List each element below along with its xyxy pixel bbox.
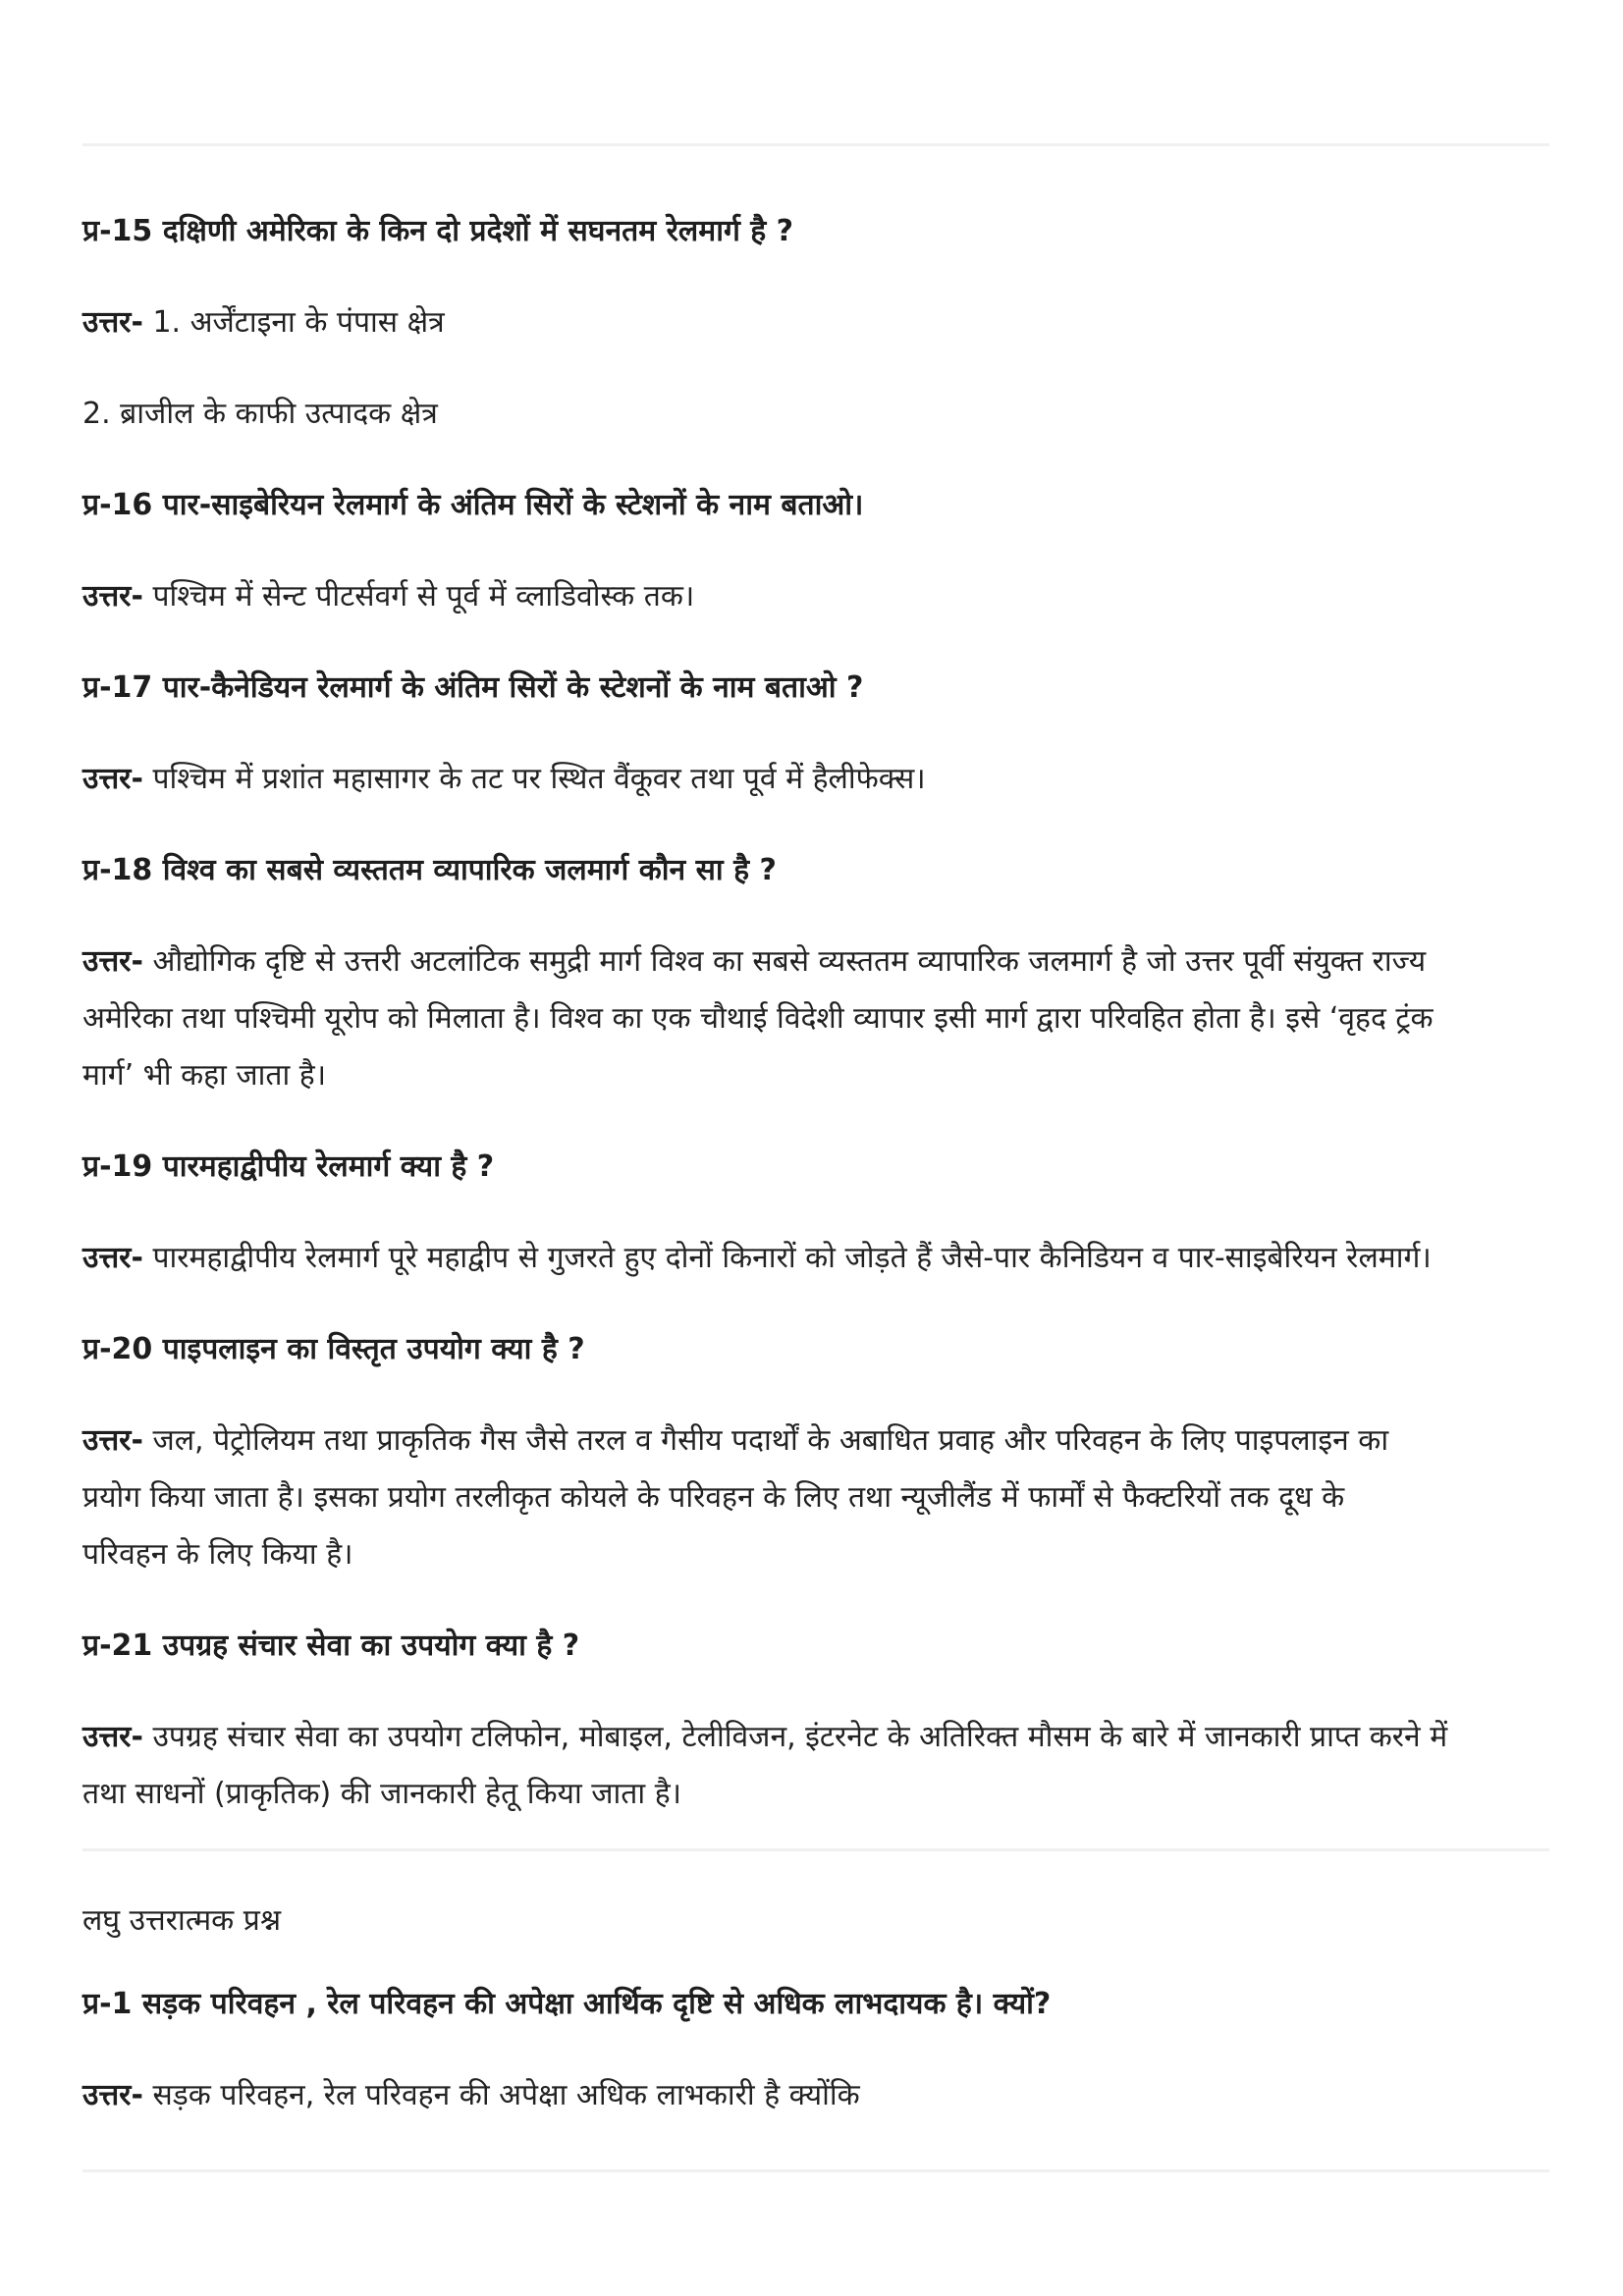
answer-15-line-2: 2. ब्राजील के काफी उत्पादक क्षेत्र	[82, 397, 438, 431]
answer-text: पारमहाद्वीपीय रेलमार्ग पूरे महाद्वीप से गुजरते हुए दोनों किनारों को जोड़ते हैं जैसे-पार कैनिडियन व पार-साइबेरियन रेलमार्ग।	[142, 1241, 1432, 1275]
answer-label: उत्तर-	[82, 944, 143, 979]
answer-label: उत्तर-	[82, 305, 143, 340]
answer-18-line-3: मार्ग’ भी कहा जाता है।	[82, 1058, 327, 1093]
answer-19	[82, 1230, 1549, 1287]
answer-text: पश्चिम में सेन्ट पीटर्सवर्ग से पूर्व में व्लाडिवोस्क तक।	[142, 579, 695, 614]
short-question-1: प्र-1 सड़क परिवहन , रेल परिवहन की अपेक्षा आर्थिक दृष्टि से अधिक लाभदायक है। क्यों?	[82, 1987, 1052, 2021]
answer-label: उत्तर-	[82, 579, 143, 614]
section-heading: लघु उत्तरात्मक प्रश्न	[82, 1903, 282, 1938]
question-18: प्र-18 विश्व का सबसे व्यस्ततम व्यापारिक जलमार्ग कौन सा है ?	[82, 853, 777, 887]
answer-18-line-2: अमेरिका तथा पश्चिमी यूरोप को मिलाता है। विश्व का एक चौथाई विदेशी व्यापार इसी मार्ग द्वारा परिवहित होता है। इसे ‘वृहद ट्रंक	[82, 1001, 1434, 1036]
answer-label: उत्तर-	[82, 762, 143, 796]
answer-20-line-1	[82, 1413, 1549, 1469]
question-17: प्र-17 पार-कैनेडियन रेलमार्ग के अंतिम सिरों के स्टेशनों के नाम बताओ ?	[82, 670, 864, 705]
answer-21-line-1	[82, 1709, 1549, 1766]
answer-label: उत्तर-	[82, 1423, 143, 1458]
question-15: प्र-15 दक्षिणी अमेरिका के किन दो प्रदेशों में सघनतम रेलमार्ग है ?	[82, 214, 794, 248]
question-16: प्र-16 पार-साइबेरियन रेलमार्ग के अंतिम सिरों के स्टेशनों के नाम बताओ।	[82, 488, 864, 522]
answer-20-line-3: परिवहन के लिए किया है।	[82, 1537, 353, 1572]
answer-18-line-1	[82, 934, 1549, 990]
short-answer-1	[82, 2067, 1549, 2124]
answer-20-line-2: प्रयोग किया जाता है। इसका प्रयोग तरलीकृत कोयले के परिवहन के लिए तथा न्यूजीलैंड में फार्मों से फैक्टरियों तक दूध के	[82, 1480, 1345, 1515]
answer-text: 1. अर्जेंटाइना के पंपास क्षेत्र	[142, 305, 445, 340]
top-divider	[82, 143, 1549, 146]
answer-text: जल, पेट्रोलियम तथा प्राकृतिक गैस जैसे तरल व गैसीय पदार्थों के अबाधित प्रवाह और परिवहन के लिए पाइपलाइन का	[142, 1423, 1389, 1458]
question-21: प्र-21 उपग्रह संचार सेवा का उपयोग क्या है ?	[82, 1629, 580, 1663]
answer-15-line-1	[82, 294, 1549, 351]
bottom-divider	[82, 2169, 1549, 2172]
answer-label: उत्तर-	[82, 1720, 143, 1754]
answer-text: पश्चिम में प्रशांत महासागर के तट पर स्थित वैंकूवर तथा पूर्व में हैलीफेक्स।	[142, 762, 926, 796]
answer-16	[82, 568, 1549, 625]
answer-text: उपग्रह संचार सेवा का उपयोग टलिफोन, मोबाइल, टेलीविजन, इंटरनेट के अतिरिक्त मौसम के बारे में जानकारी प्राप्त करने में	[142, 1720, 1448, 1754]
section-divider	[82, 1848, 1549, 1851]
answer-21-line-2: तथा साधनों (प्राकृतिक) की जानकारी हेतू किया जाता है।	[82, 1777, 681, 1811]
answer-label: उत्तर-	[82, 1241, 143, 1275]
question-19: प्र-19 पारमहाद्वीपीय रेलमार्ग क्या है ?	[82, 1149, 495, 1184]
answer-text: सड़क परिवहन, रेल परिवहन की अपेक्षा अधिक लाभकारी है क्योंकि	[142, 2078, 860, 2112]
question-20: प्र-20 पाइपलाइन का विस्तृत उपयोग क्या है ?	[82, 1332, 585, 1366]
answer-text: औद्योगिक दृष्टि से उत्तरी अटलांटिक समुद्री मार्ग विश्व का सबसे व्यस्ततम व्यापारिक जलमार्ग है जो उत्तर पूर्वी संयुक्त राज्य	[142, 944, 1427, 979]
answer-label: उत्तर-	[82, 2078, 143, 2112]
answer-17	[82, 751, 1549, 808]
